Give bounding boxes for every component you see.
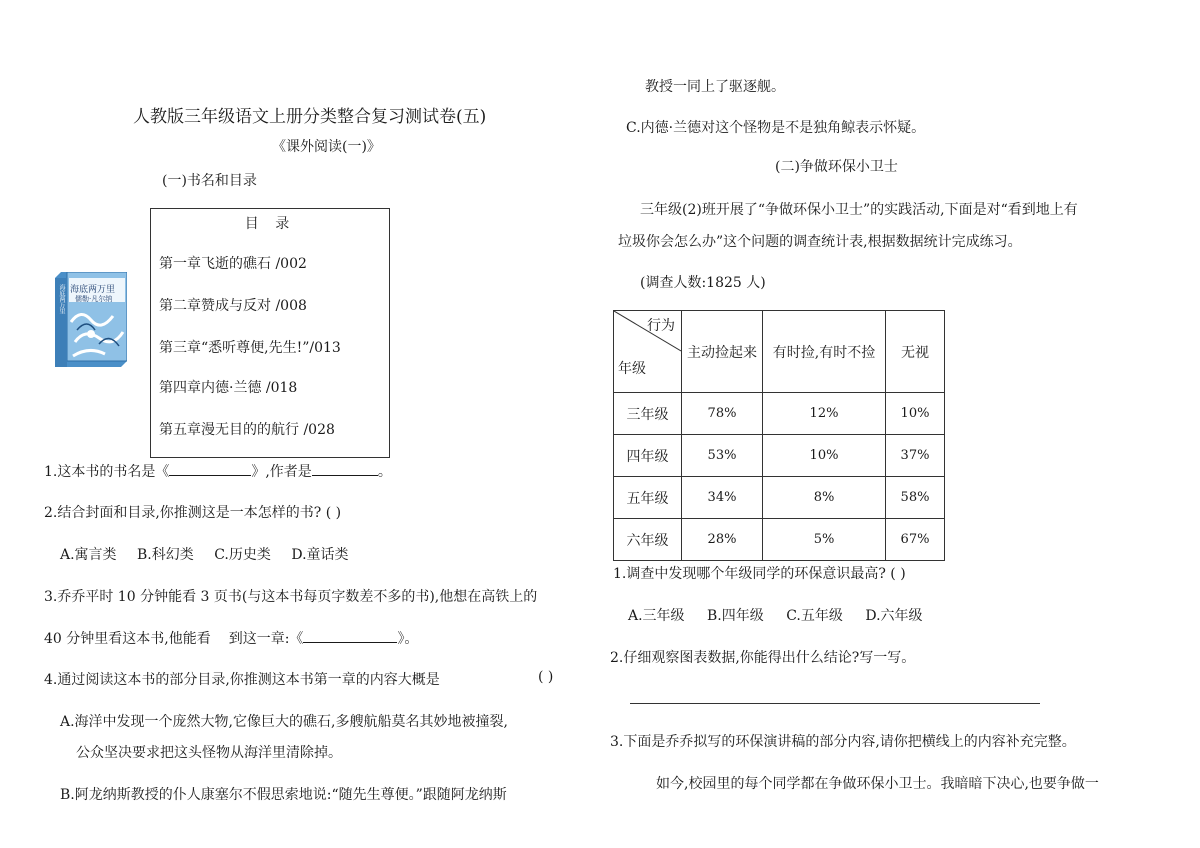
- table-of-contents: [150, 208, 390, 458]
- table-header-row: [614, 311, 945, 393]
- table-corner-cell: [614, 311, 682, 393]
- column-header: 无视: [886, 311, 945, 393]
- section-heading-1: (一)书名和目录: [162, 173, 257, 189]
- toc-heading: 目 录: [244, 216, 296, 232]
- intro-line-2: 垃圾你会怎么办”这个问题的调查统计表,根据数据统计完成练习。: [618, 234, 1022, 250]
- option-a: A.寓言类: [60, 547, 117, 563]
- question-3-line-1: 3.乔乔平时 10 分钟能看 3 页书(与这本书每页字数差不多的书),他想在高铁上的: [44, 589, 538, 605]
- table-cell: 58%: [886, 477, 945, 519]
- book-spine-text: 海底两万里: [58, 284, 65, 314]
- column-header: 有时捡,有时不捡: [763, 311, 886, 393]
- table-cell: 37%: [886, 435, 945, 477]
- option-b: B.科幻类: [137, 547, 194, 563]
- table-row: [614, 393, 945, 435]
- intro-line-1: 三年级(2)班开展了“争做环保小卫士”的实践活动,下面是对“看到地上有: [640, 202, 1078, 218]
- page-subtitle: 《课外阅读(一)》: [272, 139, 381, 155]
- page-title: 人教版三年级语文上册分类整合复习测试卷(五): [133, 107, 487, 127]
- right-question-2: 2.仔细观察图表数据,你能得出什么结论?写一写。: [610, 650, 916, 666]
- question-2: 2.结合封面和目录,你推测这是一本怎样的书? ( ): [44, 505, 342, 521]
- table-cell: 34%: [682, 477, 763, 519]
- table-cell: 53%: [682, 435, 763, 477]
- speech-text: 如今,校园里的每个同学都在争做环保小卫士。我暗暗下决心,也要争做一: [656, 776, 1099, 792]
- option-d: D.六年级: [865, 608, 923, 624]
- table-cell: 78%: [682, 393, 763, 435]
- question-1-text: 》,作者是: [251, 464, 312, 480]
- option-a-line-2: 公众坚决要求把这头怪物从海洋里清除掉。: [76, 745, 342, 761]
- table-row: [614, 435, 945, 477]
- answer-blank-book-title[interactable]: [169, 461, 251, 476]
- corner-label-grade: 年级: [618, 361, 646, 377]
- toc-item: 第四章内德·兰德 /018: [159, 380, 298, 396]
- option-c: C.历史类: [214, 547, 271, 563]
- question-4-answer-paren: ( ): [538, 669, 554, 685]
- table-row: [614, 477, 945, 519]
- table-cell: 28%: [682, 519, 763, 561]
- option-c: C.内德·兰德对这个怪物是不是独角鲸表示怀疑。: [626, 120, 926, 136]
- table-row: [614, 519, 945, 561]
- option-a: A.三年级: [628, 608, 685, 624]
- option-d: D.童话类: [291, 547, 349, 563]
- question-3-line-2: [44, 628, 418, 648]
- toc-item: 第三章“悉听尊便,先生!”/013: [159, 340, 341, 356]
- question-3-text: 40 分钟里看这本书,他能看: [44, 631, 211, 647]
- column-header: 主动捡起来: [682, 311, 763, 393]
- book-cover-title: 海底两万里: [70, 285, 116, 295]
- table-cell: 5%: [763, 519, 886, 561]
- option-c: C.五年级: [786, 608, 843, 624]
- toc-item: 第五章漫无目的的航行 /028: [159, 422, 335, 438]
- table-cell: 12%: [763, 393, 886, 435]
- corner-label-behavior: 行为: [647, 318, 675, 334]
- table-cell: 67%: [886, 519, 945, 561]
- right-question-1: 1.调查中发现哪个年级同学的环保意识最高? ( ): [613, 566, 906, 582]
- toc-item: 第一章飞逝的礁石 /002: [159, 256, 307, 272]
- option-b-line-2: 教授一同上了驱逐舰。: [645, 79, 785, 95]
- row-header-grade: 五年级: [614, 477, 682, 519]
- survey-table: [613, 310, 945, 561]
- row-header-grade: 四年级: [614, 435, 682, 477]
- option-a-line-1: A.海洋中发现一个庞然大物,它像巨大的礁石,多艘航船莫名其妙地被撞裂,: [60, 714, 508, 730]
- toc-item: 第二章赞成与反对 /008: [159, 298, 307, 314]
- question-1-text: 。: [377, 464, 392, 480]
- answer-blank-author[interactable]: [312, 461, 378, 476]
- question-1: [44, 461, 392, 481]
- question-2-options: [60, 544, 349, 564]
- question-3-text: 到这一章:《: [228, 631, 304, 647]
- answer-line[interactable]: [630, 703, 1040, 704]
- right-question-1-options: [628, 605, 923, 625]
- table-cell: 10%: [886, 393, 945, 435]
- row-header-grade: 六年级: [614, 519, 682, 561]
- option-b: B.四年级: [707, 608, 764, 624]
- section-heading-2: (二)争做环保小卫士: [775, 159, 898, 175]
- table-cell: 10%: [763, 435, 886, 477]
- row-header-grade: 三年级: [614, 393, 682, 435]
- book-cover-author: 儒勒·凡尔纳: [75, 295, 113, 303]
- table-cell: 8%: [763, 477, 886, 519]
- answer-blank-chapter[interactable]: [303, 628, 397, 643]
- question-1-text: 1.这本书的书名是《: [44, 464, 170, 480]
- option-b-line-1: B.阿龙纳斯教授的仆人康塞尔不假思索地说:“随先生尊便。”跟随阿龙纳斯: [60, 787, 507, 803]
- book-cover-image: [55, 272, 127, 367]
- survey-count: (调查人数:1825 人): [640, 275, 766, 291]
- question-3-text: 》。: [397, 631, 419, 647]
- question-4: 4.通过阅读这本书的部分目录,你推测这本书第一章的内容大概是: [44, 672, 440, 688]
- right-question-3: 3.下面是乔乔拟写的环保演讲稿的部分内容,请你把横线上的内容补充完整。: [610, 734, 1076, 750]
